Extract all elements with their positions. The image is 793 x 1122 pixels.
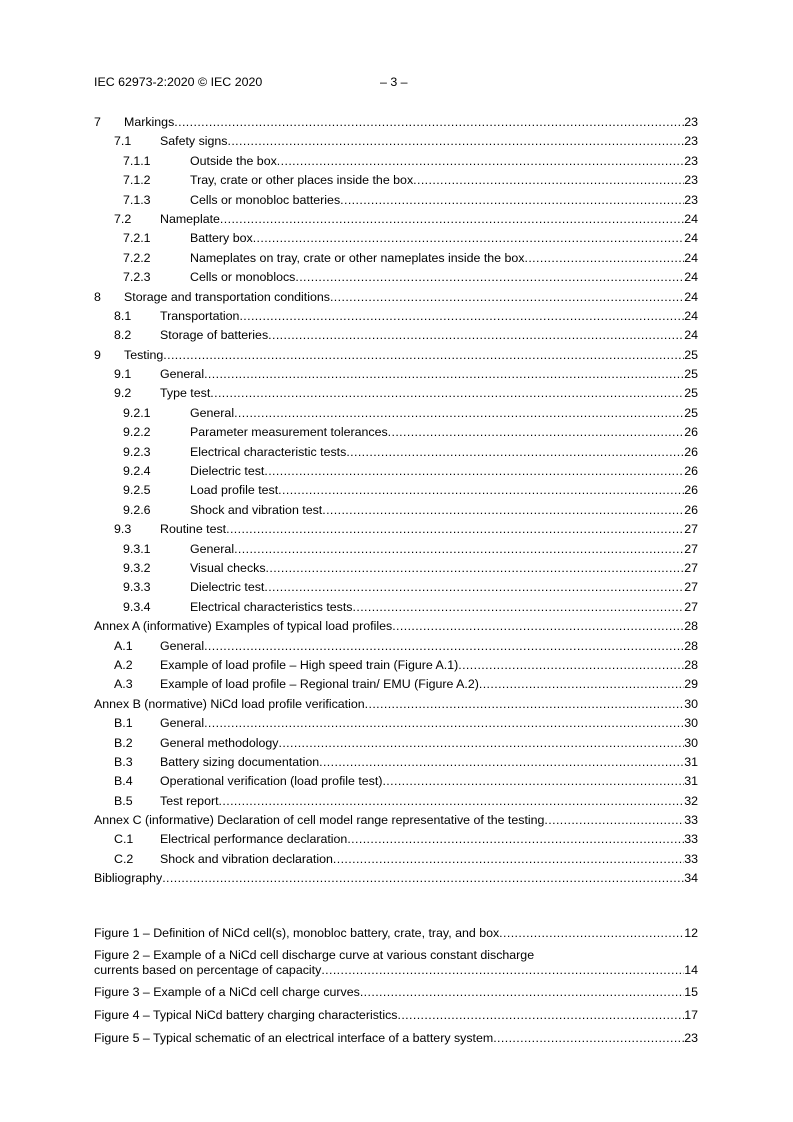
toc-entry-title: Markings [124, 115, 175, 129]
dot-leader [397, 1007, 684, 1024]
toc-entry-page: 24 [684, 270, 698, 285]
dot-leader [330, 288, 684, 307]
toc-entry[interactable] [94, 675, 698, 694]
toc-entry-page: 26 [684, 502, 698, 517]
dot-leader [413, 171, 684, 190]
toc-entry-page: 26 [684, 464, 698, 479]
dot-leader [525, 249, 685, 268]
toc-entry-page: 24 [684, 250, 698, 265]
toc-entry[interactable] [94, 443, 698, 462]
dot-leader [340, 191, 684, 210]
toc-entry-title: Visual checks [190, 560, 266, 575]
toc-entry[interactable] [94, 695, 698, 714]
figure-entry-page: 23 [684, 1031, 698, 1045]
toc-entry-page: 32 [684, 793, 698, 808]
toc-entry[interactable] [94, 384, 698, 403]
figure-entry[interactable] [94, 1030, 698, 1047]
toc-entry[interactable] [94, 132, 698, 151]
toc-entry-page: 25 [684, 367, 698, 382]
dot-leader [295, 268, 684, 287]
toc-entry-title: Parameter measurement tolerances [190, 425, 388, 440]
toc-entry-title: Electrical characteristic tests [190, 444, 347, 459]
toc-entry-number: B.5 [114, 793, 133, 808]
toc-entry-number: 9.3 [114, 522, 132, 537]
figure-entry-title: Figure 5 – Typical schematic of an electrical interface of a battery system [94, 1031, 494, 1045]
dot-leader [346, 443, 684, 462]
figure-entry[interactable] [94, 925, 698, 942]
toc-entry-number: B.3 [114, 754, 133, 769]
toc-entry-title: General methodology [160, 735, 279, 750]
toc-entry-page: 27 [684, 599, 698, 614]
toc-entry-number: 9 [94, 347, 101, 362]
toc-entry-number: A.3 [114, 677, 133, 692]
toc-entry-title: General [160, 367, 205, 382]
toc-entry[interactable] [94, 598, 698, 617]
dot-leader [479, 675, 684, 694]
toc-entry[interactable] [94, 714, 698, 733]
toc-entry-page: 33 [684, 851, 698, 866]
toc-entry-title: Electrical performance declaration [160, 832, 348, 847]
toc-entry[interactable] [94, 559, 698, 578]
toc-entry-title: Shock and vibration test [190, 502, 323, 517]
figure-entry-title: Figure 4 – Typical NiCd battery charging characteristics [94, 1008, 398, 1022]
dot-leader [319, 753, 684, 772]
toc-entry-title: Annex B (normative) NiCd load profile verification [94, 696, 365, 711]
toc-entry[interactable] [94, 249, 698, 268]
toc-entry-title: Dielectric test [190, 464, 265, 479]
dot-leader [353, 598, 685, 617]
toc-entry-page: 26 [684, 444, 698, 459]
toc-entry[interactable] [94, 869, 698, 888]
figure-entry-page: 12 [684, 926, 698, 940]
toc-entry-number: 7.2.1 [123, 231, 151, 246]
toc-entry[interactable] [94, 830, 698, 849]
toc-entry-page: 34 [684, 871, 698, 886]
toc-entry-number: A.1 [114, 638, 133, 653]
figure-entry[interactable] [94, 948, 698, 978]
dot-leader [278, 481, 684, 500]
toc-entry[interactable] [94, 656, 698, 675]
toc-entry-title: Cells or monoblocs [190, 270, 296, 285]
toc-entry-page: 25 [684, 386, 698, 401]
dot-leader [234, 404, 684, 423]
toc-entry-title: General [190, 405, 235, 420]
toc-entry-number: 7.2.3 [123, 270, 151, 285]
dot-leader [365, 695, 685, 714]
toc-entry-number: A.2 [114, 657, 133, 672]
toc-entry-number: B.2 [114, 735, 133, 750]
dot-leader [499, 925, 684, 942]
toc-entry-number: 7.1 [114, 134, 132, 149]
toc-entry-number: 9.2.2 [123, 425, 151, 440]
toc-entry-page: 29 [684, 677, 698, 692]
figure-entry[interactable] [94, 984, 698, 1001]
toc-entry-number: 9.2.1 [123, 405, 151, 420]
figure-entry-title: Figure 1 – Definition of NiCd cell(s), monobloc battery, crate, tray, and box [94, 926, 500, 940]
toc-entry[interactable] [94, 152, 698, 171]
toc-entry[interactable] [94, 346, 698, 365]
toc-entry-page: 23 [684, 134, 698, 149]
toc-entry-title: Bibliography [94, 871, 163, 886]
toc-entry-title: Annex C (informative) Declaration of cell model range representative of the testing [94, 813, 545, 828]
toc-entry-number: 7.2 [114, 211, 132, 226]
toc-entry-page: 23 [684, 192, 698, 207]
toc-entry-title: Example of load profile – Regional train/ EMU (Figure A.2) [160, 677, 479, 692]
dot-leader [264, 462, 684, 481]
toc-entry[interactable] [94, 481, 698, 500]
toc-entry[interactable] [94, 520, 698, 539]
toc-entry-page: 28 [684, 619, 698, 634]
toc-entry-page: 30 [684, 735, 698, 750]
dot-leader [210, 384, 684, 403]
toc-entry-number: C.1 [114, 832, 134, 847]
dot-leader [388, 423, 685, 442]
toc-entry-number: 9.2.5 [123, 483, 151, 498]
toc-entry-number: 9.3.4 [123, 599, 151, 614]
toc-entry[interactable] [94, 792, 698, 811]
toc-entry-page: 24 [684, 231, 698, 246]
toc-entry-title: Battery box [190, 231, 253, 246]
dot-leader [278, 734, 684, 753]
toc-entry[interactable] [94, 540, 698, 559]
toc-entry-page: 25 [684, 405, 698, 420]
toc-entry-page: 27 [684, 580, 698, 595]
dot-leader [226, 520, 684, 539]
toc-entry-page: 31 [684, 754, 698, 769]
toc-entry[interactable] [94, 307, 698, 326]
toc-entry-title: Operational verification (load profile test) [160, 774, 383, 789]
dot-leader [333, 850, 684, 869]
dot-leader [347, 830, 684, 849]
figure-entry[interactable] [94, 1007, 698, 1024]
toc-entry-page: 25 [684, 347, 698, 362]
toc-entry-title: Testing [124, 347, 164, 362]
dot-leader [277, 152, 684, 171]
list-of-figures [94, 925, 698, 1053]
toc-entry-title: Load profile test [190, 483, 279, 498]
toc-entry-number: 7 [94, 115, 101, 129]
dot-leader [220, 210, 684, 229]
toc-entry-page: 28 [684, 657, 698, 672]
toc-entry-title: Cells or monobloc batteries [190, 192, 341, 207]
toc-entry[interactable] [94, 501, 698, 520]
toc-entry-page: 27 [684, 560, 698, 575]
toc-entry[interactable] [94, 229, 698, 248]
toc-entry-title: Electrical characteristics tests [190, 599, 353, 614]
toc-entry-page: 27 [684, 541, 698, 556]
toc-entry[interactable] [94, 171, 698, 190]
dot-leader [268, 326, 684, 345]
toc-entry[interactable] [94, 578, 698, 597]
toc-entry[interactable] [94, 191, 698, 210]
toc-entry[interactable] [94, 637, 698, 656]
toc-entry[interactable] [94, 811, 698, 830]
toc-entry-title: General [160, 638, 205, 653]
toc-entry-page: 26 [684, 483, 698, 498]
toc-entry-number: 9.2.4 [123, 464, 151, 479]
dot-leader [493, 1030, 684, 1047]
toc-entry-title: Test report [160, 793, 219, 808]
toc-entry-page: 28 [684, 638, 698, 653]
toc-entry-title: Dielectric test [190, 580, 265, 595]
dot-leader [266, 559, 685, 578]
toc-entry-number: 7.1.2 [123, 173, 151, 188]
dot-leader [228, 132, 685, 151]
dot-leader [322, 501, 684, 520]
toc-entry[interactable] [94, 850, 698, 869]
toc-entry-number: 7.2.2 [123, 250, 151, 265]
toc-entry-page: 30 [684, 716, 698, 731]
toc-entry-title: Battery sizing documentation [160, 754, 320, 769]
toc-entry-title: Type test [160, 386, 211, 401]
dot-leader [163, 346, 684, 365]
table-of-contents [94, 113, 698, 889]
toc-entry-page: 24 [684, 328, 698, 343]
toc-entry[interactable] [94, 617, 698, 636]
toc-entry[interactable] [94, 210, 698, 229]
dot-leader [174, 113, 684, 132]
dot-leader [253, 229, 685, 248]
toc-entry-title: Storage and transportation conditions [124, 289, 330, 304]
toc-entry-number: 8.1 [114, 308, 132, 323]
toc-entry-number: 9.3.1 [123, 541, 151, 556]
toc-entry-page: 24 [684, 289, 698, 304]
dot-leader [239, 307, 684, 326]
toc-entry-number: 8.2 [114, 328, 132, 343]
toc-entry-page: 23 [684, 153, 698, 168]
toc-entry-page: 24 [684, 308, 698, 323]
toc-entry-title: Tray, crate or other places inside the box [190, 173, 414, 188]
figure-entry-title: Figure 3 – Example of a NiCd cell charge curves [94, 985, 360, 999]
toc-entry-title: Transportation [160, 308, 240, 323]
toc-entry[interactable] [94, 423, 698, 442]
toc-entry-title: Shock and vibration declaration [160, 851, 333, 866]
toc-entry-number: B.1 [114, 716, 133, 731]
toc-entry-title: General [160, 716, 205, 731]
toc-entry[interactable] [94, 462, 698, 481]
toc-entry-title: Example of load profile – High speed train (Figure A.1) [160, 657, 459, 672]
toc-entry-number: 8 [94, 289, 101, 304]
dot-leader [204, 637, 684, 656]
dot-leader [458, 656, 684, 675]
toc-entry-page: 23 [684, 173, 698, 188]
toc-entry[interactable] [94, 113, 698, 132]
dot-leader [544, 811, 684, 830]
dot-leader [204, 714, 684, 733]
toc-entry-title: Routine test [160, 522, 227, 537]
toc-entry-number: C.2 [114, 851, 134, 866]
dot-leader [382, 772, 684, 791]
toc-entry-number: 9.3.3 [123, 580, 151, 595]
toc-entry[interactable] [94, 288, 698, 307]
toc-entry-title: Nameplate [160, 211, 220, 226]
dot-leader [162, 869, 684, 888]
toc-entry-page: 31 [684, 774, 698, 789]
toc-entry-number: 9.1 [114, 367, 132, 382]
toc-entry-page: 26 [684, 425, 698, 440]
toc-entry[interactable] [94, 772, 698, 791]
toc-entry[interactable] [94, 404, 698, 423]
toc-entry[interactable] [94, 268, 698, 287]
toc-entry-title: Outside the box [190, 153, 277, 168]
toc-entry-number: 7.1.3 [123, 192, 151, 207]
toc-entry-number: 9.2 [114, 386, 132, 401]
dot-leader [321, 963, 684, 978]
dot-leader [264, 578, 684, 597]
figure-entry-page: 15 [684, 985, 698, 999]
document-id: IEC 62973-2:2020 © IEC 2020 [94, 75, 263, 89]
toc-entry-page: 33 [684, 832, 698, 847]
page-number: – 3 – [380, 75, 408, 89]
dot-leader [219, 792, 685, 811]
page-header [94, 75, 698, 93]
figure-entry-page: 14 [684, 963, 698, 977]
toc-entry[interactable] [94, 753, 698, 772]
dot-leader [204, 365, 684, 384]
toc-entry-number: 9.2.3 [123, 444, 151, 459]
toc-entry-page: 24 [684, 211, 698, 226]
toc-entry[interactable] [94, 326, 698, 345]
toc-entry-number: 9.3.2 [123, 560, 151, 575]
toc-entry-number: 7.1.1 [123, 153, 151, 168]
toc-entry-title: Nameplates on tray, crate or other nameplates inside the box [190, 250, 525, 265]
toc-entry-page: 23 [684, 115, 698, 129]
dot-leader [234, 540, 684, 559]
toc-entry-page: 27 [684, 522, 698, 537]
dot-leader [392, 617, 684, 636]
figure-entry-title-continued: currents based on percentage of capacity [94, 963, 322, 977]
figure-entry-title: Figure 2 – Example of a NiCd cell discharge curve at various constant discharge [94, 948, 535, 962]
toc-entry[interactable] [94, 734, 698, 753]
figure-entry-page: 17 [684, 1008, 698, 1022]
toc-entry-number: 9.2.6 [123, 502, 151, 517]
toc-entry-title: General [190, 541, 235, 556]
toc-entry[interactable] [94, 365, 698, 384]
toc-entry-title: Storage of batteries [160, 328, 269, 343]
toc-entry-page: 33 [684, 813, 698, 828]
toc-entry-title: Annex A (informative) Examples of typical load profiles [94, 619, 393, 634]
toc-entry-title: Safety signs [160, 134, 228, 149]
toc-entry-page: 30 [684, 696, 698, 711]
toc-entry-number: B.4 [114, 774, 133, 789]
dot-leader [360, 984, 684, 1001]
